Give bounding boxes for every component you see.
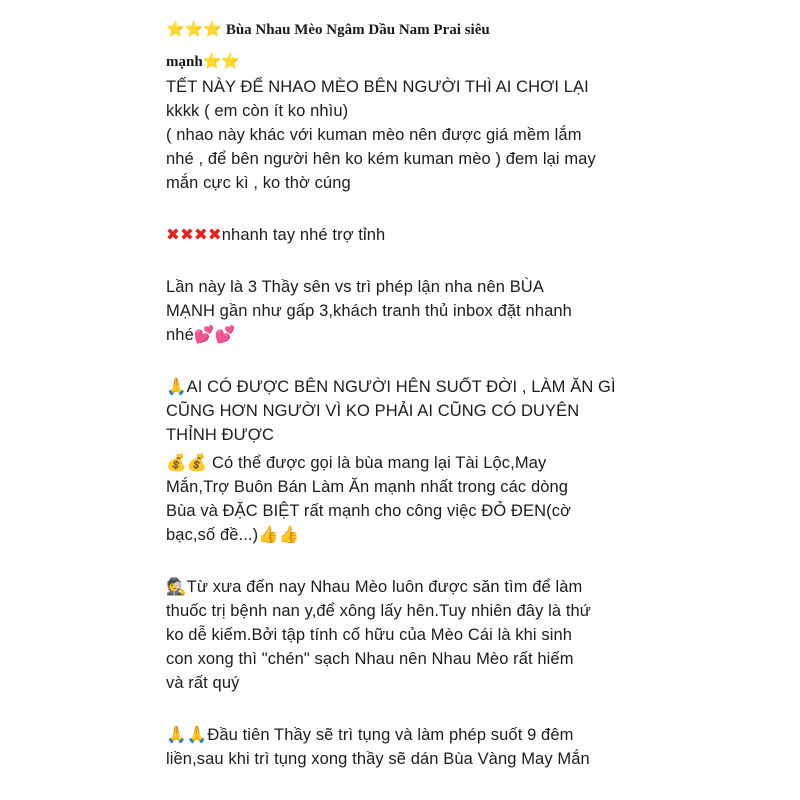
text-line: TẾT NÀY ĐỂ NHAO MÈO BÊN NGƯỜI THÌ AI CHƠI LẠI: [166, 78, 589, 96]
text-line: 🕵Từ xưa đến nay Nhau Mèo luôn được săn tìm để làm: [166, 578, 583, 596]
spacer: [166, 347, 666, 375]
text-line: CŨNG HƠN NGƯỜI VÌ KO PHẢI AI CŨNG CÓ DUYÊN: [166, 402, 580, 420]
text-line: nhé , để bên người hên ko kém kuman mèo ) đem lại may: [166, 150, 596, 168]
post-title-line-1: ⭐⭐⭐ Bùa Nhau Mèo Ngâm Dầu Nam Prai siêu: [166, 20, 490, 38]
star-icon: ⭐: [184, 20, 204, 38]
text-line: nhé💕💕: [166, 325, 236, 344]
paragraph-ritual: [166, 723, 666, 771]
paragraph-history: [166, 575, 666, 695]
text-line: Lần này là 3 Thầy sên vs trì phép lận nha nên BÙA: [166, 278, 544, 296]
spacer: [166, 547, 666, 575]
paragraph-luck: [166, 375, 666, 447]
text-line: kkkk ( em còn ít ko nhìu): [166, 102, 349, 120]
paragraph-masters: [166, 275, 666, 347]
cross-mark-icon: ✖: [193, 225, 208, 244]
cross-mark-icon: ✖: [179, 225, 194, 244]
spacer: [166, 695, 666, 723]
cross-mark-icon: ✖: [207, 225, 222, 244]
cross-mark-icon: ✖: [166, 225, 180, 244]
paragraph-fortune: [166, 451, 666, 547]
text-line: 🙏AI CÓ ĐƯỢC BÊN NGƯỜI HÊN SUỐT ĐỜI , LÀM ĂN GÌ: [166, 378, 616, 396]
star-icon: ⭐: [221, 52, 241, 70]
text-line: 🙏🙏Đầu tiên Thầy sẽ trì tụng và làm phép suốt 9 đêm: [166, 726, 574, 744]
text-line: Mắn,Trợ Buôn Bán Làm Ăn mạnh nhất trong các dòng: [166, 478, 569, 496]
post-title-line-2: mạnh⭐⭐: [166, 52, 241, 70]
text-line: thuốc trị bệnh nan y,để xông lấy hên.Tuy nhiên đây là thứ: [166, 602, 591, 620]
text-line: bạc,số đề...)👍👍: [166, 526, 300, 544]
text-line: con xong thì "chén" sạch Nhau nên Nhau Mèo rất hiếm: [166, 650, 574, 668]
text-line: MẠNH gần như gấp 3,khách tranh thủ inbox đặt nhanh: [166, 302, 572, 320]
text-line: liền,sau khi trì tụng xong thầy sẽ dán Bùa Vàng May Mắn: [166, 750, 590, 768]
text-line: ko dễ kiếm.Bởi tập tính cố hữu của Mèo Cái là khi sinh: [166, 626, 573, 644]
text-line: và rất quý: [166, 674, 240, 692]
paragraph-hurry: ✖✖✖✖nhanh tay nhé trợ tỉnh: [166, 225, 386, 244]
paragraph-intro: [166, 75, 666, 195]
spacer: [166, 195, 666, 223]
hearts-icon: 💕: [193, 325, 215, 344]
hearts-icon: 💕: [214, 325, 236, 344]
star-icon: ⭐: [203, 20, 223, 38]
text-line: Bùa và ĐẶC BIỆT rất mạnh cho công việc ĐỎ ĐEN(cờ: [166, 502, 572, 520]
star-icon: ⭐: [202, 52, 222, 70]
star-icon: ⭐: [166, 20, 185, 38]
text-line: 💰💰 Có thể được gọi là bùa mang lại Tài Lộc,May: [166, 454, 547, 472]
text-line: ( nhao này khác với kuman mèo nên được giá mềm lắm: [166, 126, 582, 144]
spacer: [166, 247, 666, 275]
post-content: [166, 14, 666, 771]
text-line: mắn cực kì , ko thờ cúng: [166, 174, 351, 192]
text-line: THỈNH ĐƯỢC: [166, 426, 275, 444]
